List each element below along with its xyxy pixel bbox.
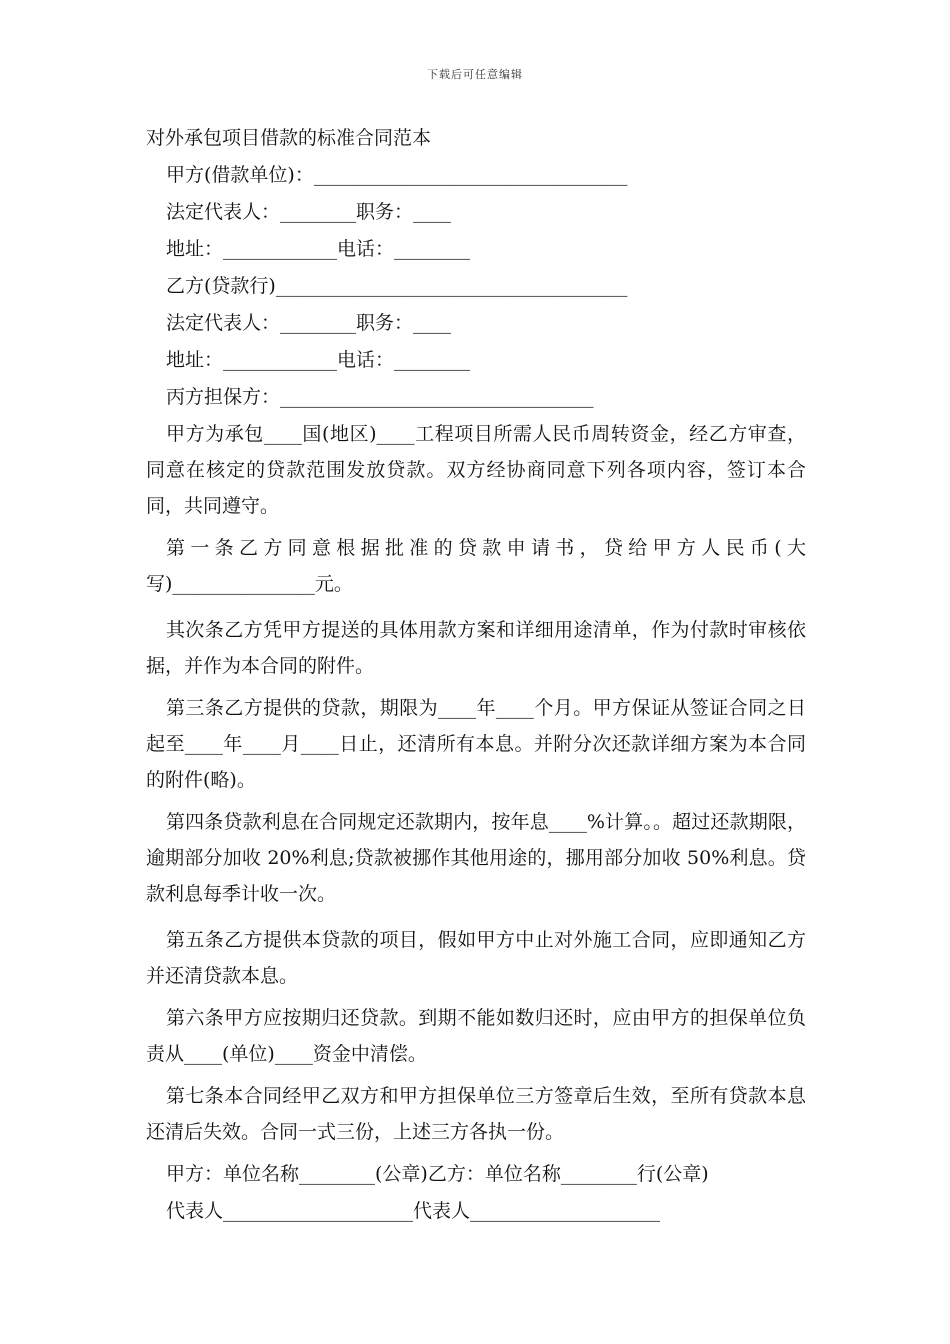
party-b-representative-line: 法定代表人：________职务：____ [166,312,452,334]
party-a-representative-line: 法定代表人：________职务：____ [166,201,452,223]
article-3-paragraph: 第三条乙方提供的贷款，期限为____年____个月。甲方保证从签证合同之日起至____年____月____日止，还清所有本息。并附分次还款详细方案为本合同的附件(略)。 [146,697,806,791]
guarantor-line: 丙方担保方：_________________________________ [166,386,594,408]
article-7-paragraph: 第七条本合同经甲乙双方和甲方担保单位三方签章后生效，至所有贷款本息还清后失效。合同一式三份，上述三方各执一份。 [146,1085,806,1143]
article-2-paragraph: 其次条乙方凭甲方提送的具体用款方案和详细用途清单，作为付款时审核依据，并作为本合同的附件。 [146,619,806,677]
signature-representatives-line: 代表人____________________代表人____________________ [166,1200,661,1222]
page-header-note: 下载后可任意编辑 [427,68,523,81]
signature-units-line: 甲方：单位名称________(公章)乙方：单位名称________行(公章) [166,1163,709,1185]
preamble-paragraph: 甲方为承包____国(地区)____工程项目所需人民币周转资金，经乙方审查，同意在核定的贷款范围发放贷款。双方经协商同意下列各项内容，签订本合同，共同遵守。 [146,423,806,517]
document-title: 对外承包项目借款的标准合同范本 [146,127,432,149]
party-a-address-line: 地址：____________电话：________ [166,238,471,260]
party-b-address-line: 地址：____________电话：________ [166,349,471,371]
article-5-paragraph: 第五条乙方提供本贷款的项目，假如甲方中止对外施工合同，应即通知乙方并还清贷款本息。 [146,929,806,987]
contract-document [146,120,806,1230]
party-a-line: 甲方(借款单位)：_________________________________ [166,164,628,186]
party-b-line: 乙方(贷款行)_____________________________________ [166,275,628,297]
article-1-paragraph: 第一条乙方同意根据批准的贷款申请书，贷给甲方人民币(大写)_______________元。 [146,537,806,595]
article-6-paragraph: 第六条甲方应按期归还贷款。到期不能如数归还时，应由甲方的担保单位负责从____(单位)____资金中清偿。 [146,1007,806,1065]
article-4-paragraph: 第四条贷款利息在合同规定还款期内，按年息____%计算。。超过还款期限，逾期部分加收 20%利息;贷款被挪作其他用途的，挪用部分加收 50%利息。贷款利息每季计收一次。 [146,811,806,905]
